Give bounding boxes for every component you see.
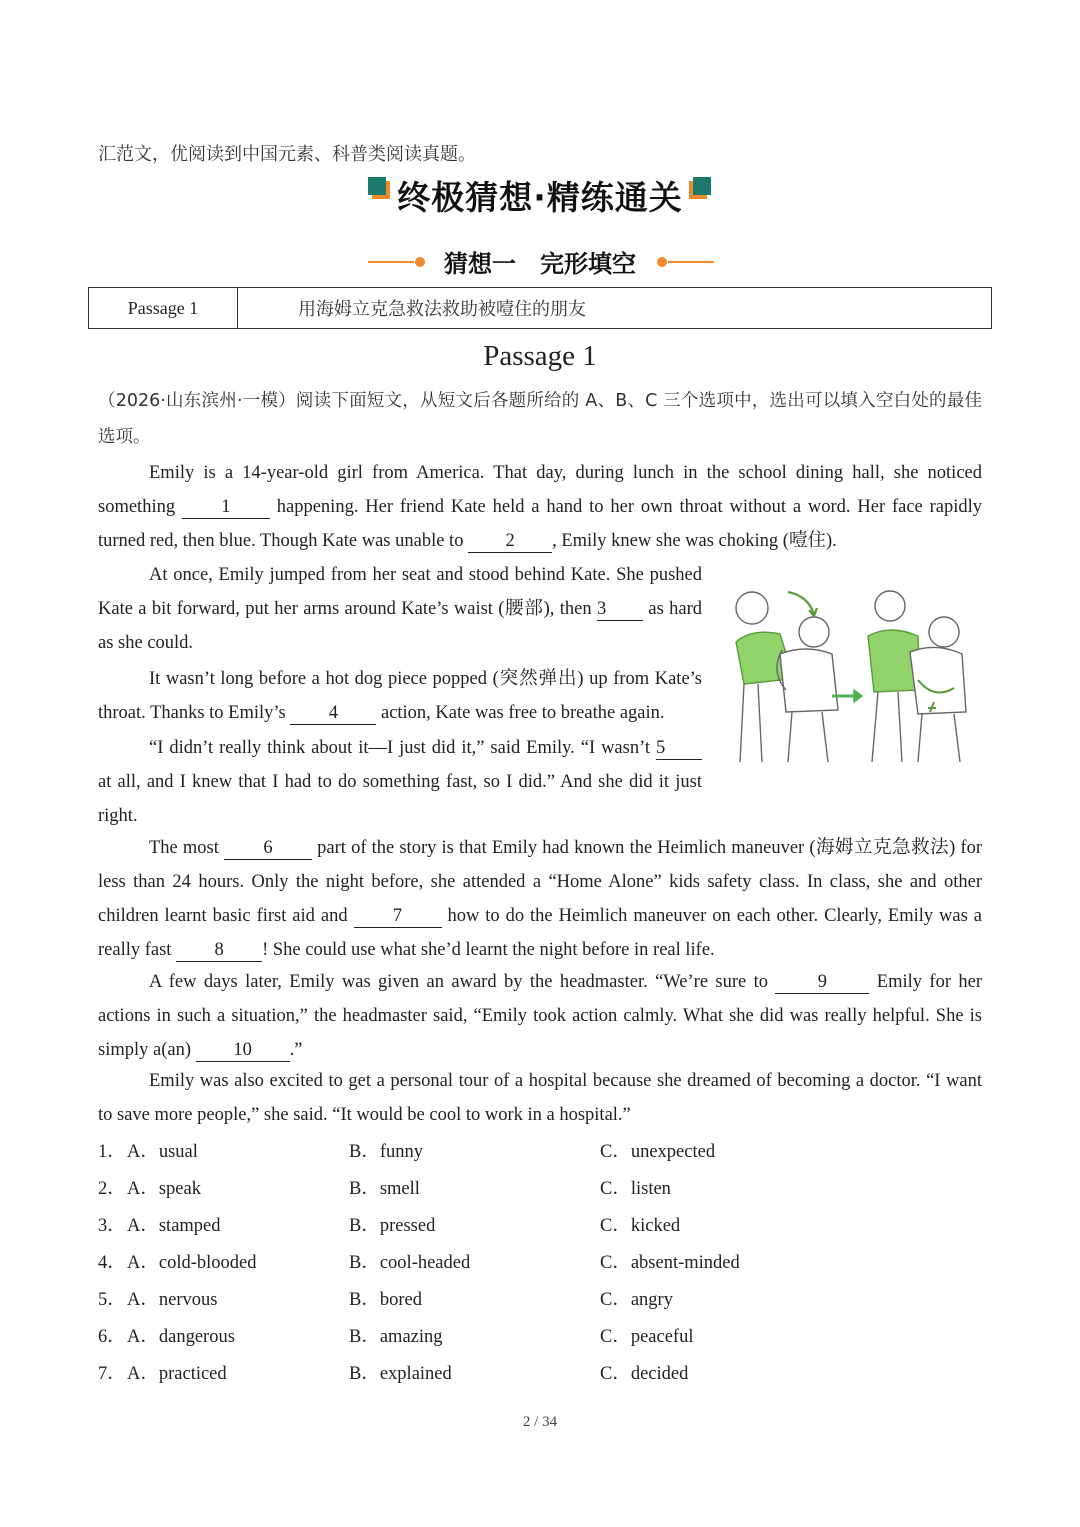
option-b[interactable]: B．funny bbox=[349, 1142, 424, 1162]
instructions: （2026·山东滨州·一模）阅读下面短文，从短文后各题所给的 A、B、C 三个选项中，选出可以填入空白处的最佳选项。 bbox=[98, 391, 982, 447]
paragraph-1: Emily is a 14-year-old girl from America. That day, during lunch in the school dining hall, she noticed something 1 happening. Her friend Kate held a hand to her own throat without a word. Her face rapidly turned red, then blue. Though Kate was unable to 2 , Emily knew she was choking (噎住). bbox=[98, 463, 982, 551]
intro-text: 汇范文，优阅读到中国元素、科普类阅读真题。 bbox=[98, 144, 476, 165]
option-c[interactable]: C．absent-minded bbox=[600, 1253, 740, 1273]
option-c[interactable]: C．angry bbox=[600, 1290, 673, 1310]
paragraph-3: It wasn’t long before a hot dog piece popped (突然弹出) up from Kate’s throat. Thanks to Emily’s 4 action, Kate was free to breathe again. bbox=[98, 669, 702, 723]
option-c[interactable]: C．unexpected bbox=[600, 1142, 716, 1162]
option-b[interactable]: B．smell bbox=[349, 1179, 420, 1199]
paragraph-7: Emily was also excited to get a personal tour of a hospital because she dreamed of becoming a doctor. “I want to save more people,” she said. “It would be cool to work in a hospital.” bbox=[98, 1071, 982, 1125]
decor-line-right bbox=[654, 255, 714, 269]
paragraph-5: The most 6 part of the story is that Emily had known the Heimlich maneuver (海姆立克急救法) for less than 24 hours. Only the night before, she attended a “Home Alone” kids safety class. In class, she and other children learnt basic first aid and 7 how to do the Heimlich maneuver on each other. Clearly, Emily was a really fast 8 ! She could use what she’d learnt the night before in real life. bbox=[98, 838, 982, 960]
question-num: 4． bbox=[98, 1253, 126, 1273]
decor-square-right bbox=[693, 177, 711, 195]
option-a[interactable]: A．practiced bbox=[127, 1364, 227, 1384]
question-num: 6． bbox=[98, 1327, 126, 1347]
option-a[interactable]: A．speak bbox=[127, 1179, 201, 1199]
paragraph-6: A few days later, Emily was given an award by the headmaster. “We’re sure to 9 Emily for her actions in such a situation,” the headmaster said, “Emily took action calmly. What she did was really helpful. She is simply a(an) 10 .” bbox=[98, 972, 983, 1060]
blank-2[interactable]: 2 bbox=[468, 530, 552, 553]
option-b[interactable]: B．bored bbox=[349, 1290, 422, 1310]
question-num: 3． bbox=[98, 1216, 126, 1236]
option-b[interactable]: B．amazing bbox=[349, 1327, 443, 1347]
table-label: Passage 1 bbox=[89, 288, 238, 328]
blank-6[interactable]: 6 bbox=[224, 837, 312, 860]
option-b[interactable]: B．explained bbox=[349, 1364, 452, 1384]
blank-7[interactable]: 7 bbox=[354, 905, 442, 928]
blank-5[interactable]: 5 bbox=[656, 737, 702, 760]
blank-8[interactable]: 8 bbox=[176, 939, 262, 962]
paragraph-2: At once, Emily jumped from her seat and stood behind Kate. She pushed Kate a bit forward, put her arms around Kate’s waist (腰部), then 3 as hard as she could. bbox=[98, 565, 702, 653]
option-a[interactable]: A．usual bbox=[127, 1142, 198, 1162]
option-a[interactable]: A．nervous bbox=[127, 1290, 218, 1310]
banner bbox=[0, 172, 1080, 219]
blank-3[interactable]: 3 bbox=[597, 598, 643, 621]
passage-table bbox=[88, 287, 992, 329]
sub-heading bbox=[0, 244, 1080, 279]
option-a[interactable]: A．dangerous bbox=[127, 1327, 235, 1347]
option-b[interactable]: B．cool-headed bbox=[349, 1253, 471, 1273]
option-c[interactable]: C．listen bbox=[600, 1179, 671, 1199]
paragraph-4: “I didn’t really think about it—I just did it,” said Emily. “I wasn’t 5 at all, and I knew that I had to do something fast, so I did.” And she did it just right. bbox=[98, 738, 702, 826]
heimlich-illustration bbox=[722, 580, 978, 770]
question-num: 2． bbox=[98, 1179, 126, 1199]
blank-1[interactable]: 1 bbox=[182, 496, 270, 519]
option-c[interactable]: C．kicked bbox=[600, 1216, 681, 1236]
option-c[interactable]: C．decided bbox=[600, 1364, 689, 1384]
table-topic: 用海姆立克急救法救助被噎住的朋友 bbox=[298, 299, 586, 320]
passage-title: Passage 1 bbox=[483, 340, 597, 372]
option-b[interactable]: B．pressed bbox=[349, 1216, 436, 1236]
page-number: 2 / 34 bbox=[522, 1414, 558, 1430]
option-a[interactable]: A．cold-blooded bbox=[127, 1253, 257, 1273]
blank-9[interactable]: 9 bbox=[775, 971, 869, 994]
option-c[interactable]: C．peaceful bbox=[600, 1327, 694, 1347]
blank-4[interactable]: 4 bbox=[290, 702, 376, 725]
blank-10[interactable]: 10 bbox=[196, 1039, 290, 1062]
decor-line-left bbox=[368, 255, 428, 269]
question-num: 5． bbox=[98, 1290, 126, 1310]
question-num: 1． bbox=[98, 1142, 126, 1162]
decor-square-left bbox=[368, 177, 386, 195]
question-num: 7． bbox=[98, 1364, 126, 1384]
banner-title: 终极猜想·精练通关 bbox=[397, 178, 683, 217]
option-a[interactable]: A．stamped bbox=[127, 1216, 221, 1236]
sub-heading-text: 猜想一 完形填空 bbox=[444, 250, 636, 278]
